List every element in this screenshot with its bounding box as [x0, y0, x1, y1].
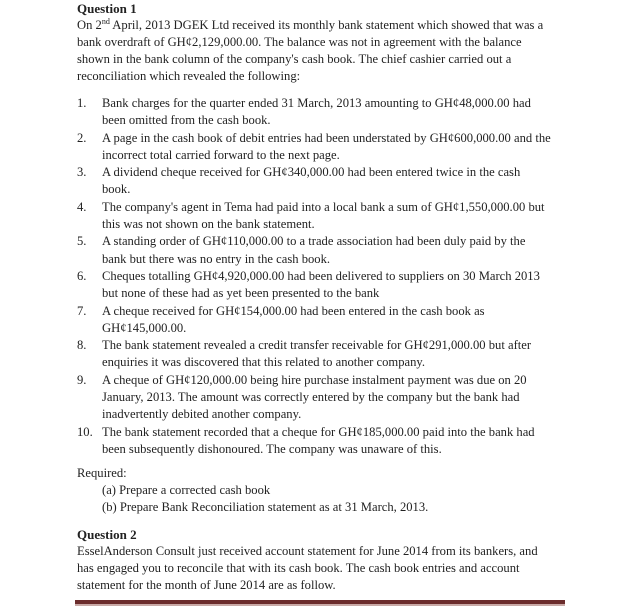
list-item	[77, 95, 569, 130]
question-1-intro-line	[77, 17, 569, 34]
list-item-text: book.	[102, 182, 131, 197]
list-item-text: GH¢145,000.00.	[102, 320, 187, 335]
list-item-number: 5.	[77, 234, 87, 249]
question-1-heading: Question 1	[77, 1, 137, 16]
list-item-number: 8.	[77, 338, 87, 353]
required-tasks	[77, 482, 569, 516]
list-item-number: 7.	[77, 303, 87, 318]
list-item-text: but none of these had as yet been presented to the bank	[102, 286, 380, 301]
required-label: Required:	[77, 466, 127, 481]
list-item	[77, 268, 569, 303]
required-task: (b) Prepare Bank Reconciliation statement as at 31 March, 2013.	[102, 500, 429, 515]
list-item-number: 9.	[77, 372, 87, 387]
list-item	[77, 337, 569, 372]
question-2-line: EsselAnderson Consult just received account statement for June 2014 from its bankers, and	[77, 544, 538, 559]
list-item-text: inadvertently debited another company.	[102, 407, 302, 422]
list-item	[77, 424, 569, 459]
list-item-text: The bank statement revealed a credit transfer receivable for GH¢291,000.00 but after	[102, 338, 532, 353]
list-item	[77, 199, 569, 234]
question-2-heading: Question 2	[77, 527, 137, 543]
list-item-text: this was not shown on the bank statement.	[102, 217, 315, 232]
list-item-number: 10.	[77, 424, 93, 439]
list-item-text: incorrect total carried forward to the next page.	[102, 147, 340, 162]
list-item-text: been omitted from the cash book.	[102, 113, 271, 128]
list-item-text: enquiries it was discovered that this related to another company.	[102, 355, 426, 370]
list-item	[77, 372, 569, 424]
list-item-text: A cheque received for GH¢154,000.00 had been entered in the cash book as	[102, 303, 485, 318]
question-1-intro	[77, 34, 569, 85]
list-item-text: Cheques totalling GH¢4,920,000.00 had been delivered to suppliers on 30 March 2013	[102, 268, 540, 283]
list-item	[77, 303, 569, 338]
list-item	[77, 130, 569, 165]
list-item	[77, 233, 569, 268]
list-item-text: A cheque of GH¢120,000.00 being hire purchase instalment payment was due on 20	[102, 372, 527, 387]
ordinal-suffix: nd	[101, 16, 110, 26]
document-body	[77, 0, 569, 594]
question-2-line: has engaged you to reconcile that with its cash book. The cash book entries and account	[77, 561, 520, 576]
list-item-text: The bank statement recorded that a cheque for GH¢185,000.00 paid into the bank had	[102, 424, 535, 439]
list-item-number: 2.	[77, 130, 87, 145]
list-item-text: The company's agent in Tema had paid into a local bank a sum of GH¢1,550,000.00 but	[102, 199, 545, 214]
intro-text: April, 2013 DGEK Ltd received its monthly bank statement which showed that was a	[109, 18, 544, 32]
list-item-text: bank but there was no entry in the cash book.	[102, 251, 331, 266]
list-item-text: A dividend cheque received for GH¢340,000.00 had been entered twice in the cash	[102, 165, 521, 180]
list-item-text: A standing order of GH¢110,000.00 to a trade association had been duly paid by the	[102, 234, 526, 249]
list-item	[77, 164, 569, 199]
intro-line: bank overdraft of GH¢2,129,000.00. The balance was not in agreement with the balance	[77, 35, 522, 49]
list-item-text: A page in the cash book of debit entries had been understated by GH¢600,000.00 and the	[102, 130, 551, 145]
list-item-text: January, 2013. The amount was correctly entered by the company but the bank had	[102, 390, 520, 405]
list-item-number: 6.	[77, 268, 87, 283]
reconciliation-items-list	[77, 95, 569, 458]
intro-date: On 2	[77, 18, 102, 32]
list-item-number: 1.	[77, 96, 87, 110]
intro-line: shown in the bank column of the company's cash book. The chief cashier carried out a	[77, 52, 512, 66]
question-2-text	[77, 543, 569, 594]
page-divider-rule	[75, 600, 565, 606]
list-item-number: 3.	[77, 165, 87, 180]
list-item-text: Bank charges for the quarter ended 31 March, 2013 amounting to GH¢48,000.00 had	[102, 96, 531, 110]
intro-line: reconciliation which revealed the following:	[77, 69, 301, 83]
list-item-text: been subsequently dishonoured. The company was unaware of this.	[102, 441, 442, 456]
required-task: (a) Prepare a corrected cash book	[102, 483, 271, 498]
list-item-number: 4.	[77, 199, 87, 214]
question-2-line: statement for the month of June 2014 are as follow.	[77, 578, 336, 593]
